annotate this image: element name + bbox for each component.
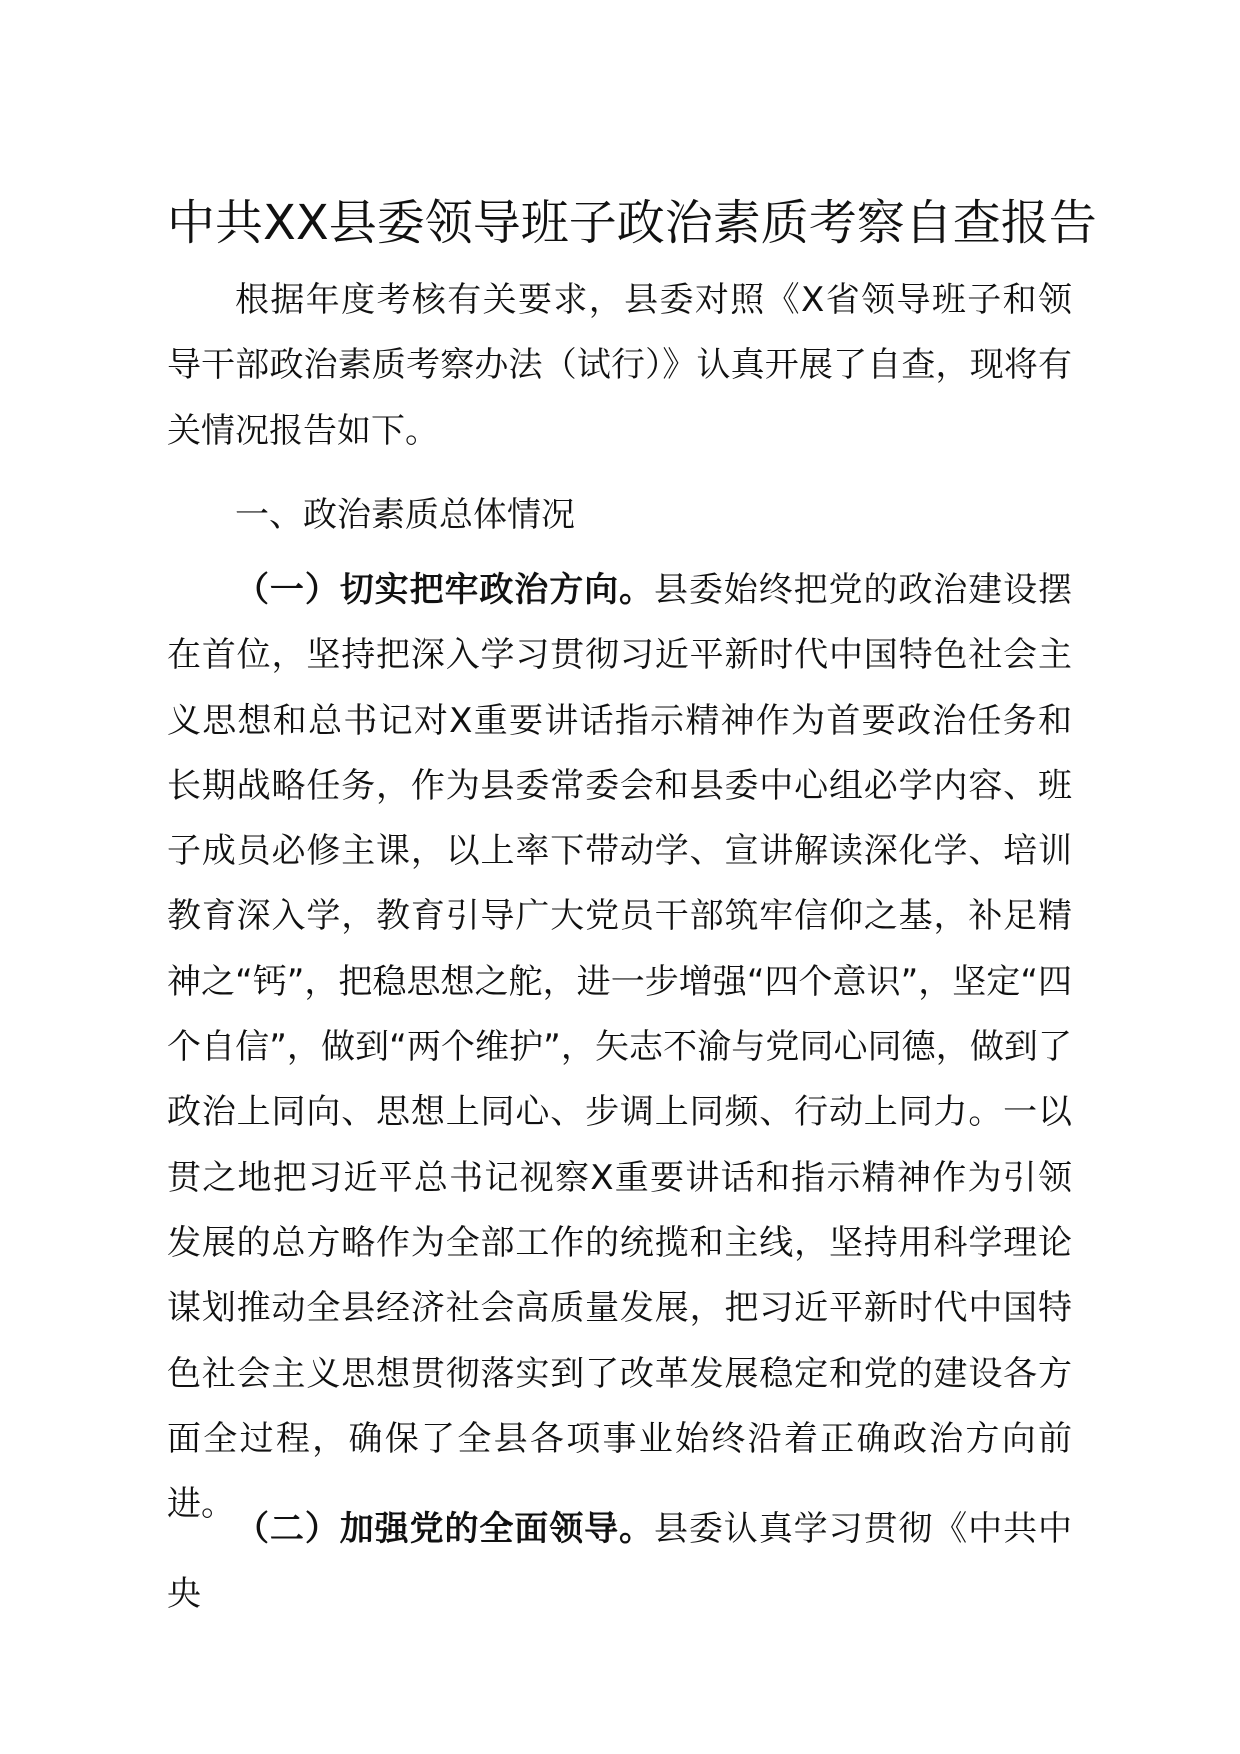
intro-paragraph: 根据年度考核有关要求，县委对照《X省领导班子和领导干部政治素质考察办法（试行）》认真开展了自查，现将有关情况报告如下。 bbox=[167, 280, 1072, 451]
section-heading: 一、政治素质总体情况 bbox=[235, 495, 575, 535]
paragraph-text: 县委认真学习贯彻《中共中央 bbox=[167, 1509, 1073, 1615]
paragraph-lead: （二）加强党的全面领导。 bbox=[235, 1509, 654, 1549]
paragraph-political-direction bbox=[167, 558, 1072, 1537]
paragraph-text: 县委始终把党的政治建设摆在首位，坚持把深入学习贯彻习近平新时代中国特色社会主义思想和总书记对X重要讲话指示精神作为首要政治任务和长期战略任务，作为县委常委会和县委中心组必学内容、班子成员必修主课，以上率下带动学、宣讲解读深化学、培训教育深入学，教育引导广大党员干部筑牢信仰之基，补足精神之“钙”，把稳思想之舵，进一步增强“四个意识”，坚定“四个自信”，做到“两个维护”，矢志不渝与党同心同德，做到了政治上同向、思想上同心、步调上同频、行动上同力。一以贯之地把习近平总书记视察X重要讲话和指示精神作为引领发展的总方略作为全部工作的统揽和主线，坚持用科学理论谋划推动全县经济社会高质量发展，把习近平新时代中国特色社会主义思想贯彻落实到了改革发展稳定和党的建设各方面全过程，确保了全县各项事业始终沿着正确政治方向前进。 bbox=[167, 570, 1073, 1525]
paragraph-lead: （一）切实把牢政治方向。 bbox=[235, 570, 654, 610]
paragraph-party-leadership bbox=[167, 1497, 1072, 1628]
document-title: 中共XX县委领导班子政治素质考察自查报告 bbox=[167, 195, 1097, 251]
